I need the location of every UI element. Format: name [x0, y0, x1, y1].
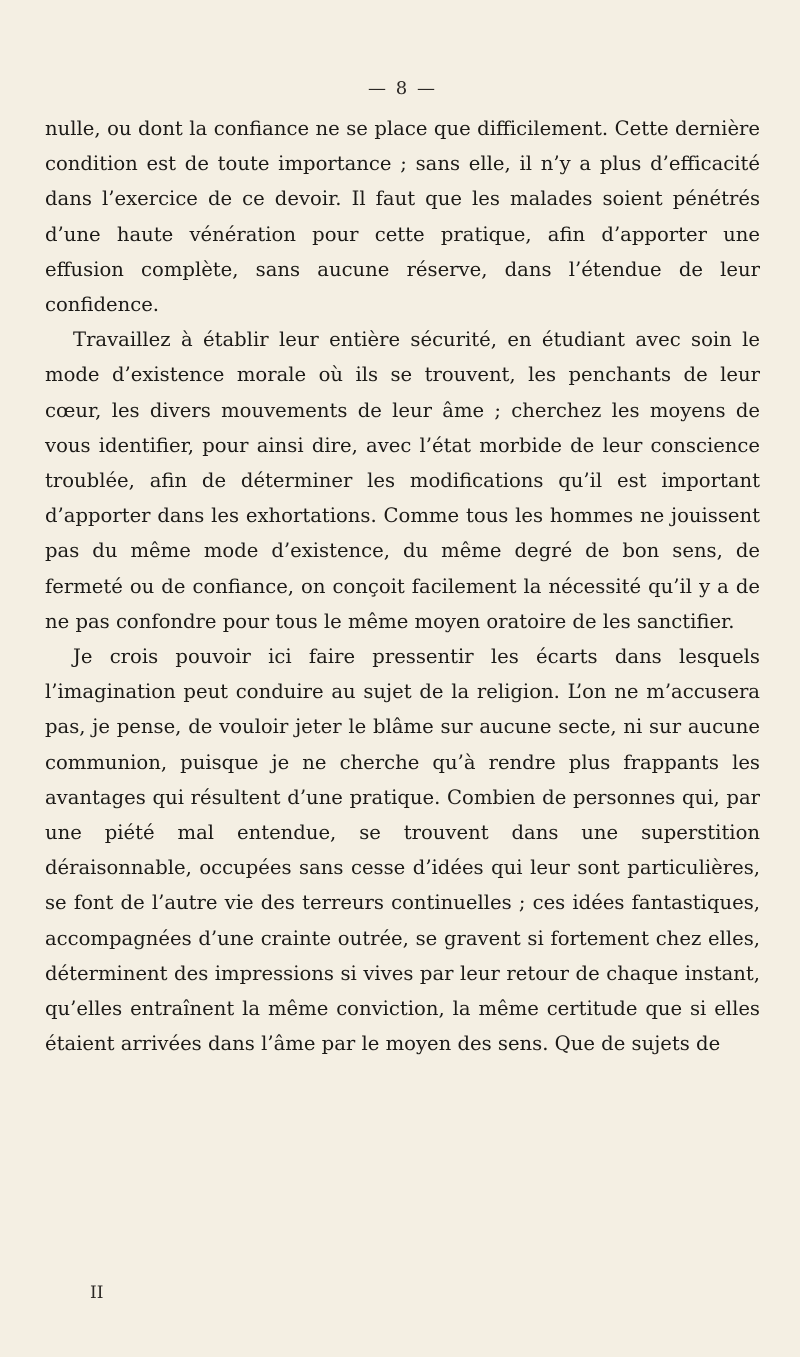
- signature-mark: II: [90, 1283, 104, 1303]
- running-head: — 8 —: [368, 78, 437, 99]
- body-text: [45, 111, 760, 1061]
- paragraph-1: nulle, ou dont la confiance ne se place que difficilement. Cette dernière condition est de toute importance ; sans elle, il n’y a plus d’efficacité dans l’exercice de ce devoir. Il faut que les malades soient pénétrés d’une haute vénération pour cette pratique, afin d’apporter une effusion complète, sans aucune réserve, dans l’étendue de leur confidence.: [45, 117, 760, 317]
- paragraph-3: Je crois pouvoir ici faire pressentir les écarts dans lesquels l’imagination peut conduire au sujet de la religion. L’on ne m’accusera pas, je pense, de vouloir jeter le blâme sur aucune secte, ni sur aucune communion, puisque je ne cherche qu’à rendre plus frappants les avantages qui résultent d’une pratique. Combien de personnes qui, par une piété mal entendue, se trouvent dans une superstition déraisonnable, occupées sans cesse d’idées qui leur sont particulières, se font de l’autre vie des terreurs continuelles ; ces idées fantastiques, accompagnées d’une crainte outrée, se gravent si fortement chez elles, déterminent des impressions si vives par leur retour de chaque instant, qu’elles entraînent la même conviction, la même certitude que si elles étaient arrivées dans l’âme par le moyen des sens. Que de sujets de: [45, 645, 760, 1056]
- paragraph-2: Travaillez à établir leur entière sécurité, en étudiant avec soin le mode d’existence morale où ils se trouvent, les penchants de leur cœur, les divers mouvements de leur âme ; cherchez les moyens de vous identifier, pour ainsi dire, avec l’état morbide de leur conscience troublée, afin de déterminer les modifications qu’il est important d’apporter dans les exhortations. Comme tous les hommes ne jouissent pas du même mode d’existence, du même degré de bon sens, de fermeté ou de confiance, on conçoit facilement la nécessité qu’il y a de ne pas confondre pour tous le même moyen oratoire de les sanctifier.: [45, 328, 760, 633]
